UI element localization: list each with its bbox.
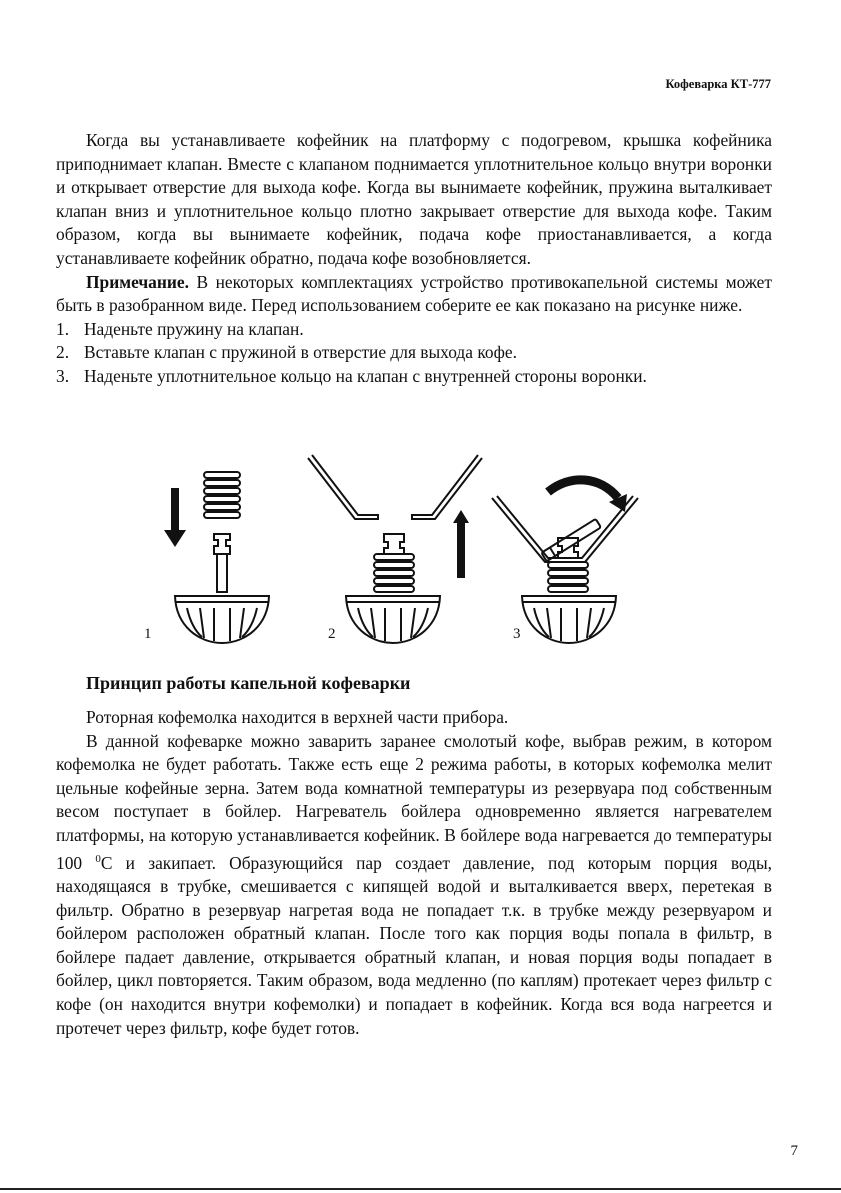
figure-label-3: 3 [513,626,521,642]
step-number: 3. [56,365,70,386]
assembly-illustration [130,450,650,660]
page-number: 7 [790,1143,798,1159]
operation-text-end: С и закипает. Образующийся пар создает давление, под которым порция воды, находящаяся в трубке, смешивается с кипящей водой и выталкивается вверх, перетекая в фильтр. Обратно в резервуар нагретая вода не попадает т.к. в трубке между резервуаром и бойлером расположен обратный клапан. После того как порция воды попала в фильтр, в бойлере падает давление, открывается обратный клапан, и новая порция воды попадает в бойлер, цикл повторяется. Таким образом, вода медленно (по каплям) протекает через фильтр с кофе (он находится внутри кофемолки) и попадает в кофейник. Когда вся вода нагреется и протечет через фильтр, кофе будет готов. [56,852,773,1038]
operation-text-start: В данной кофеварке можно заварить заранее смолотый кофе, выбрав режим, в котором кофемолка не будет работать. Также есть еще 2 режима работы, в которых кофемолка мелит цельные кофейные зерна. Затем вода комнатной температуры из резервуара под собственным весом поступает в бойлер. Нагреватель бойлера одновременно является нагревателем платформы, на которую устанавливается кофейник. В бойлере вода нагревается до температуры 100 [56,730,772,873]
assembly-figure [130,450,650,660]
note-paragraph [56,271,772,318]
figure-label-1: 1 [144,626,152,642]
step3-drawing [492,480,638,643]
degree-mark: 0 [95,852,101,865]
principle-description [56,706,772,1040]
step-text: Наденьте пружину на клапан. [84,318,304,339]
grinder-paragraph: Роторная кофемолка находится в верхней части прибора. [86,707,509,727]
note-label: Примечание. [86,271,189,292]
valve-paragraph: Когда вы устанавливаете кофейник на платформу с подогревом, крышка кофейника приподнимает клапан. Вместе с клапаном поднимается уплотнительное кольцо внутри воронки и открывает отверстие для выхода кофе. Когда вы вынимаете кофейник, пружина выталкивает клапан вниз и уплотнительное кольцо плотно закрывает отверстие для выхода кофе. Таким образом, когда вы вынимаете кофейник, подача кофе приостанавливается, а когда устанавливаете кофейник обратно, подача кофе возобновляется. [56,130,772,268]
step-text: Наденьте уплотнительное кольцо на клапан с внутренней стороны воронки. [84,365,647,386]
step-number: 2. [56,342,70,363]
step1-drawing [164,472,269,643]
list-item [56,318,772,342]
figure-label-2: 2 [328,626,336,642]
section-title: Принцип работы капельной кофеварки [86,673,411,693]
step-number: 1. [56,318,70,339]
assembly-steps [56,318,772,389]
step2-drawing [308,455,482,643]
note-text: В некоторых комплектациях устройство противокапельной системы может быть в разобранном виде. Перед использованием соберите ее как показано на рисунке ниже. [56,271,772,316]
valve-description [56,129,772,389]
page-bottom-rule [0,1188,841,1190]
list-item [56,341,772,365]
operation-paragraph [56,730,772,1041]
list-item [56,365,772,389]
running-header: Кофеварка КТ-777 [665,77,771,91]
step-text: Вставьте клапан с пружиной в отверстие для выхода кофе. [84,342,517,363]
